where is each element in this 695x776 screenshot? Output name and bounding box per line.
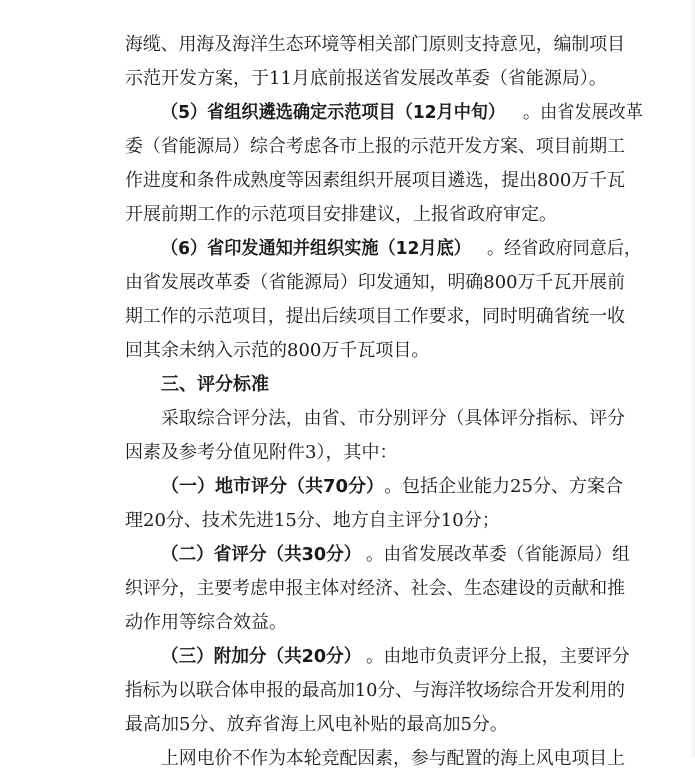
text-line xyxy=(125,674,625,708)
text-run: 动作用等综合效益。 xyxy=(125,612,287,633)
text-line xyxy=(161,640,630,674)
step-heading: （5）省组织遴选确定示范项目（12月中旬） xyxy=(161,102,506,123)
text-line xyxy=(161,742,625,776)
section-heading: 三、评分标准 xyxy=(161,374,269,395)
text-run: 委（省能源局）综合考虑各市上报的示范开发方案、项目前期工 xyxy=(125,136,625,157)
text-line xyxy=(161,402,625,436)
text-run: 最高加5分、放弃省海上风电补贴的最高加5分。 xyxy=(125,714,508,735)
text-run: 期工作的示范项目，提出后续项目工作要求，同时明确省统一收 xyxy=(125,306,625,327)
text-line xyxy=(125,334,625,368)
text-line xyxy=(125,300,625,334)
text-run: 指标为以联合体申报的最高加10分、与海洋牧场综合开发利用的 xyxy=(125,680,625,701)
text-line xyxy=(125,436,625,470)
text-line xyxy=(161,232,641,266)
subsection-heading: （一）地市评分（共70分） xyxy=(161,476,385,497)
text-line xyxy=(161,538,630,572)
text-run: 织评分，主要考虑申报主体对经济、社会、生态建设的贡献和推 xyxy=(125,578,625,599)
subsection-heading: （二）省评分（共30分） xyxy=(161,544,362,565)
text-run: 上网电价不作为本轮竞配因素，参与配置的海上风电项目上 xyxy=(161,748,625,769)
text-line xyxy=(125,62,625,96)
text-line xyxy=(161,470,625,504)
text-line xyxy=(125,28,625,62)
subsection-heading: （三）附加分（共20分） xyxy=(161,646,362,667)
text-run: 。由省发展改革委（省能源局）组 xyxy=(366,544,630,565)
text-line xyxy=(125,164,625,198)
text-run: 采取综合评分法，由省、市分别评分（具体评分指标、评分 xyxy=(161,408,625,429)
section-heading-line xyxy=(161,368,625,402)
text-line xyxy=(125,572,625,606)
text-line xyxy=(161,96,643,130)
text-run: 示范开发方案，于11月底前报送省发展改革委（省能源局）。 xyxy=(125,68,607,89)
text-run: 理20分、技术先进15分、地方自主评分10分； xyxy=(125,510,500,531)
text-run: 作进度和条件成熟度等因素组织开展项目遴选，提出800万千瓦 xyxy=(125,170,625,191)
text-line xyxy=(125,198,625,232)
text-run: 因素及参考分值见附件3），其中： xyxy=(125,442,398,463)
text-run: 开展前期工作的示范项目安排建议，上报省政府审定。 xyxy=(125,204,557,225)
text-run: 。由省发展改革 xyxy=(522,102,643,123)
text-run: 。经省政府同意后， xyxy=(486,238,641,259)
text-line xyxy=(125,708,625,742)
text-line xyxy=(125,266,625,300)
text-run: 。由地市负责评分上报，主要评分 xyxy=(366,646,630,667)
text-run: 由省发展改革委（省能源局）印发通知，明确800万千瓦开展前 xyxy=(125,272,625,293)
text-line xyxy=(125,130,625,164)
page-edge-shadow xyxy=(689,0,695,757)
text-run: 。包括企业能力25分、方案合 xyxy=(384,476,623,497)
text-run: 海缆、用海及海洋生态环境等相关部门原则支持意见，编制项目 xyxy=(125,34,625,55)
text-line xyxy=(125,606,625,640)
step-heading: （6）省印发通知并组织实施（12月底） xyxy=(161,238,471,259)
text-run: 回其余未纳入示范的800万千瓦项目。 xyxy=(125,340,430,361)
text-line xyxy=(125,504,625,538)
